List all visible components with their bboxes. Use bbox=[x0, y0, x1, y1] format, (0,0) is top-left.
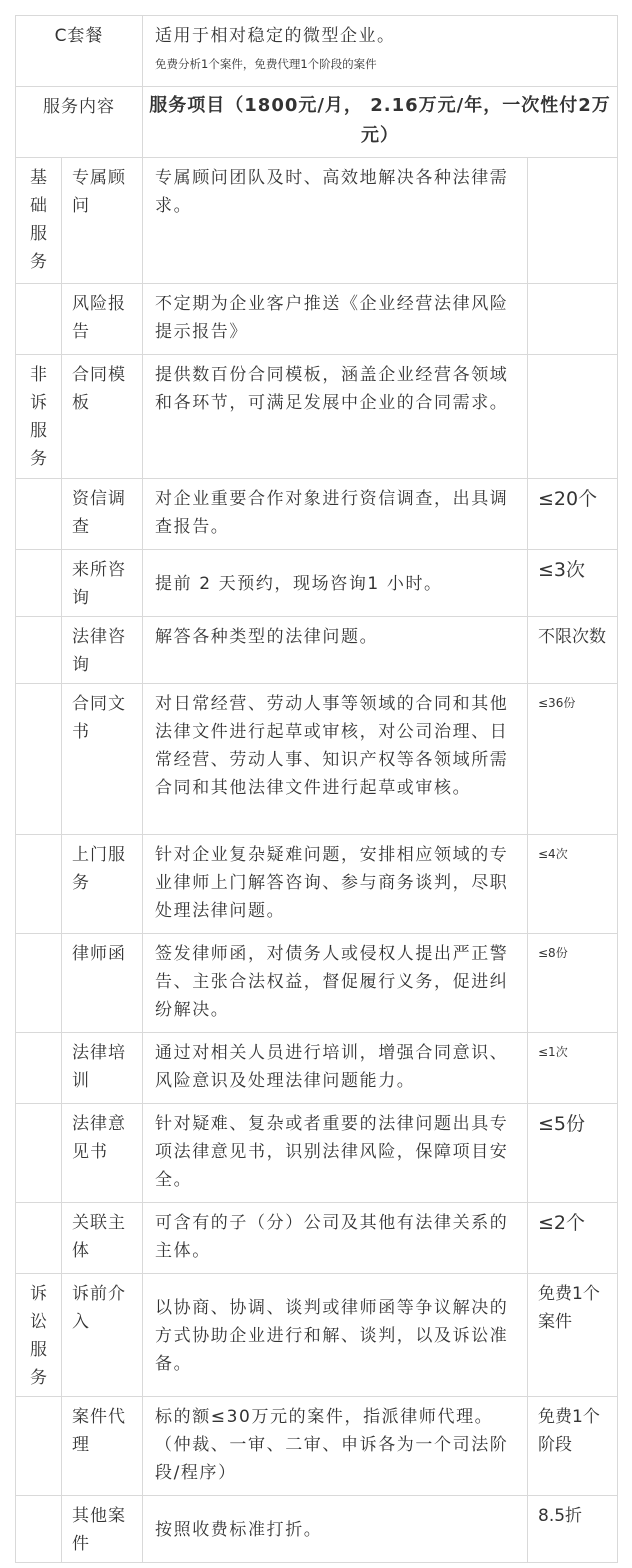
table-row bbox=[16, 684, 618, 835]
item-desc: 以协商、协调、谈判或律师函等争议解决的方式协助企业进行和解、谈判，以及诉讼准备。 bbox=[143, 1274, 528, 1397]
item-value: 不限次数 bbox=[528, 617, 618, 684]
item-name: 案件代理 bbox=[62, 1397, 143, 1496]
package-row bbox=[16, 16, 618, 87]
category-cell-empty bbox=[16, 1104, 62, 1203]
service-header-label: 服务内容 bbox=[16, 87, 143, 158]
item-name: 合同文书 bbox=[62, 684, 143, 835]
item-value: 免费1个案件 bbox=[528, 1274, 618, 1397]
item-desc: 提前 2 天预约，现场咨询1 小时。 bbox=[143, 550, 528, 617]
item-desc: 按照收费标准打折。 bbox=[143, 1496, 528, 1563]
package-intro: 适用于相对稳定的微型企业。 bbox=[155, 26, 396, 46]
table-row bbox=[16, 479, 618, 550]
item-name: 资信调查 bbox=[62, 479, 143, 550]
service-pricing: 服务项目（1800元/月， 2.16万元/年，一次性付2万元） bbox=[143, 87, 618, 158]
item-desc: 对企业重要合作对象进行资信调查，出具调查报告。 bbox=[143, 479, 528, 550]
package-name: C套餐 bbox=[16, 16, 143, 87]
service-table bbox=[15, 15, 618, 1563]
table-row bbox=[16, 355, 618, 479]
item-value: ≤4次 bbox=[528, 835, 618, 934]
item-name: 风险报告 bbox=[62, 284, 143, 355]
table-row bbox=[16, 158, 618, 284]
category-cell-empty bbox=[16, 617, 62, 684]
category-cell-empty bbox=[16, 934, 62, 1033]
item-value: ≤2个 bbox=[528, 1203, 618, 1274]
item-name: 法律咨询 bbox=[62, 617, 143, 684]
table-row bbox=[16, 617, 618, 684]
category-cell-basic bbox=[16, 158, 62, 284]
item-desc: 可含有的子（分）公司及其他有法律关系的主体。 bbox=[143, 1203, 528, 1274]
table-row bbox=[16, 1496, 618, 1563]
table-row bbox=[16, 1274, 618, 1397]
item-value: ≤5份 bbox=[528, 1104, 618, 1203]
item-value: 免费1个阶段 bbox=[528, 1397, 618, 1496]
table-row bbox=[16, 1033, 618, 1104]
category-cell-empty bbox=[16, 284, 62, 355]
item-value: ≤36份 bbox=[528, 684, 618, 835]
item-value: ≤1次 bbox=[528, 1033, 618, 1104]
item-name: 上门服务 bbox=[62, 835, 143, 934]
item-desc: 通过对相关人员进行培训，增强合同意识、风险意识及处理法律问题能力。 bbox=[143, 1033, 528, 1104]
category-cell-empty bbox=[16, 835, 62, 934]
table-row bbox=[16, 1397, 618, 1496]
item-desc: 标的额≤30万元的案件，指派律师代理。（仲裁、一审、二审、申诉各为一个司法阶段/程序） bbox=[143, 1397, 528, 1496]
category-cell-empty bbox=[16, 550, 62, 617]
item-desc: 针对疑难、复杂或者重要的法律问题出具专项法律意见书，识别法律风险，保障项目安全。 bbox=[143, 1104, 528, 1203]
item-name: 诉前介入 bbox=[62, 1274, 143, 1397]
package-intro-cell bbox=[143, 16, 618, 87]
table-row bbox=[16, 284, 618, 355]
item-value bbox=[528, 284, 618, 355]
package-note: 免费分析1个案件，免费代理1个阶段的案件 bbox=[155, 57, 377, 71]
table-row bbox=[16, 1203, 618, 1274]
item-value: ≤8份 bbox=[528, 934, 618, 1033]
category-cell-empty bbox=[16, 684, 62, 835]
category-nonlit: 非诉服务 bbox=[30, 365, 47, 469]
table-row bbox=[16, 550, 618, 617]
table-row bbox=[16, 934, 618, 1033]
item-name: 法律意见书 bbox=[62, 1104, 143, 1203]
item-name: 法律培训 bbox=[62, 1033, 143, 1104]
item-value bbox=[528, 355, 618, 479]
item-value bbox=[528, 158, 618, 284]
category-lit: 诉讼服务 bbox=[30, 1284, 47, 1388]
item-desc: 针对企业复杂疑难问题，安排相应领域的专业律师上门解答咨询、参与商务谈判，尽职处理法律问题。 bbox=[143, 835, 528, 934]
table-row bbox=[16, 1104, 618, 1203]
item-name: 来所咨询 bbox=[62, 550, 143, 617]
category-cell-nonlit bbox=[16, 355, 62, 479]
category-cell-empty bbox=[16, 1033, 62, 1104]
item-value: ≤20个 bbox=[528, 479, 618, 550]
item-name: 律师函 bbox=[62, 934, 143, 1033]
item-name: 其他案件 bbox=[62, 1496, 143, 1563]
category-cell-empty bbox=[16, 1203, 62, 1274]
table-row bbox=[16, 835, 618, 934]
item-value: 8.5折 bbox=[528, 1496, 618, 1563]
item-desc: 专属顾问团队及时、高效地解决各种法律需求。 bbox=[143, 158, 528, 284]
category-cell-empty bbox=[16, 1496, 62, 1563]
service-header-row bbox=[16, 87, 618, 158]
item-desc: 不定期为企业客户推送《企业经营法律风险提示报告》 bbox=[143, 284, 528, 355]
category-cell-empty bbox=[16, 479, 62, 550]
item-name: 专属顾问 bbox=[62, 158, 143, 284]
item-value: ≤3次 bbox=[528, 550, 618, 617]
category-basic: 基础服务 bbox=[30, 168, 47, 272]
category-cell-lit bbox=[16, 1274, 62, 1397]
item-name: 合同模板 bbox=[62, 355, 143, 479]
item-name: 关联主体 bbox=[62, 1203, 143, 1274]
category-cell-empty bbox=[16, 1397, 62, 1496]
item-desc: 签发律师函，对债务人或侵权人提出严正警告、主张合法权益，督促履行义务，促进纠纷解决。 bbox=[143, 934, 528, 1033]
item-desc: 解答各种类型的法律问题。 bbox=[143, 617, 528, 684]
item-desc: 提供数百份合同模板，涵盖企业经营各领域和各环节，可满足发展中企业的合同需求。 bbox=[143, 355, 528, 479]
item-desc: 对日常经营、劳动人事等领域的合同和其他法律文件进行起草或审核，对公司治理、日常经营、劳动人事、知识产权等各领域所需合同和其他法律文件进行起草或审核。 bbox=[143, 684, 528, 835]
